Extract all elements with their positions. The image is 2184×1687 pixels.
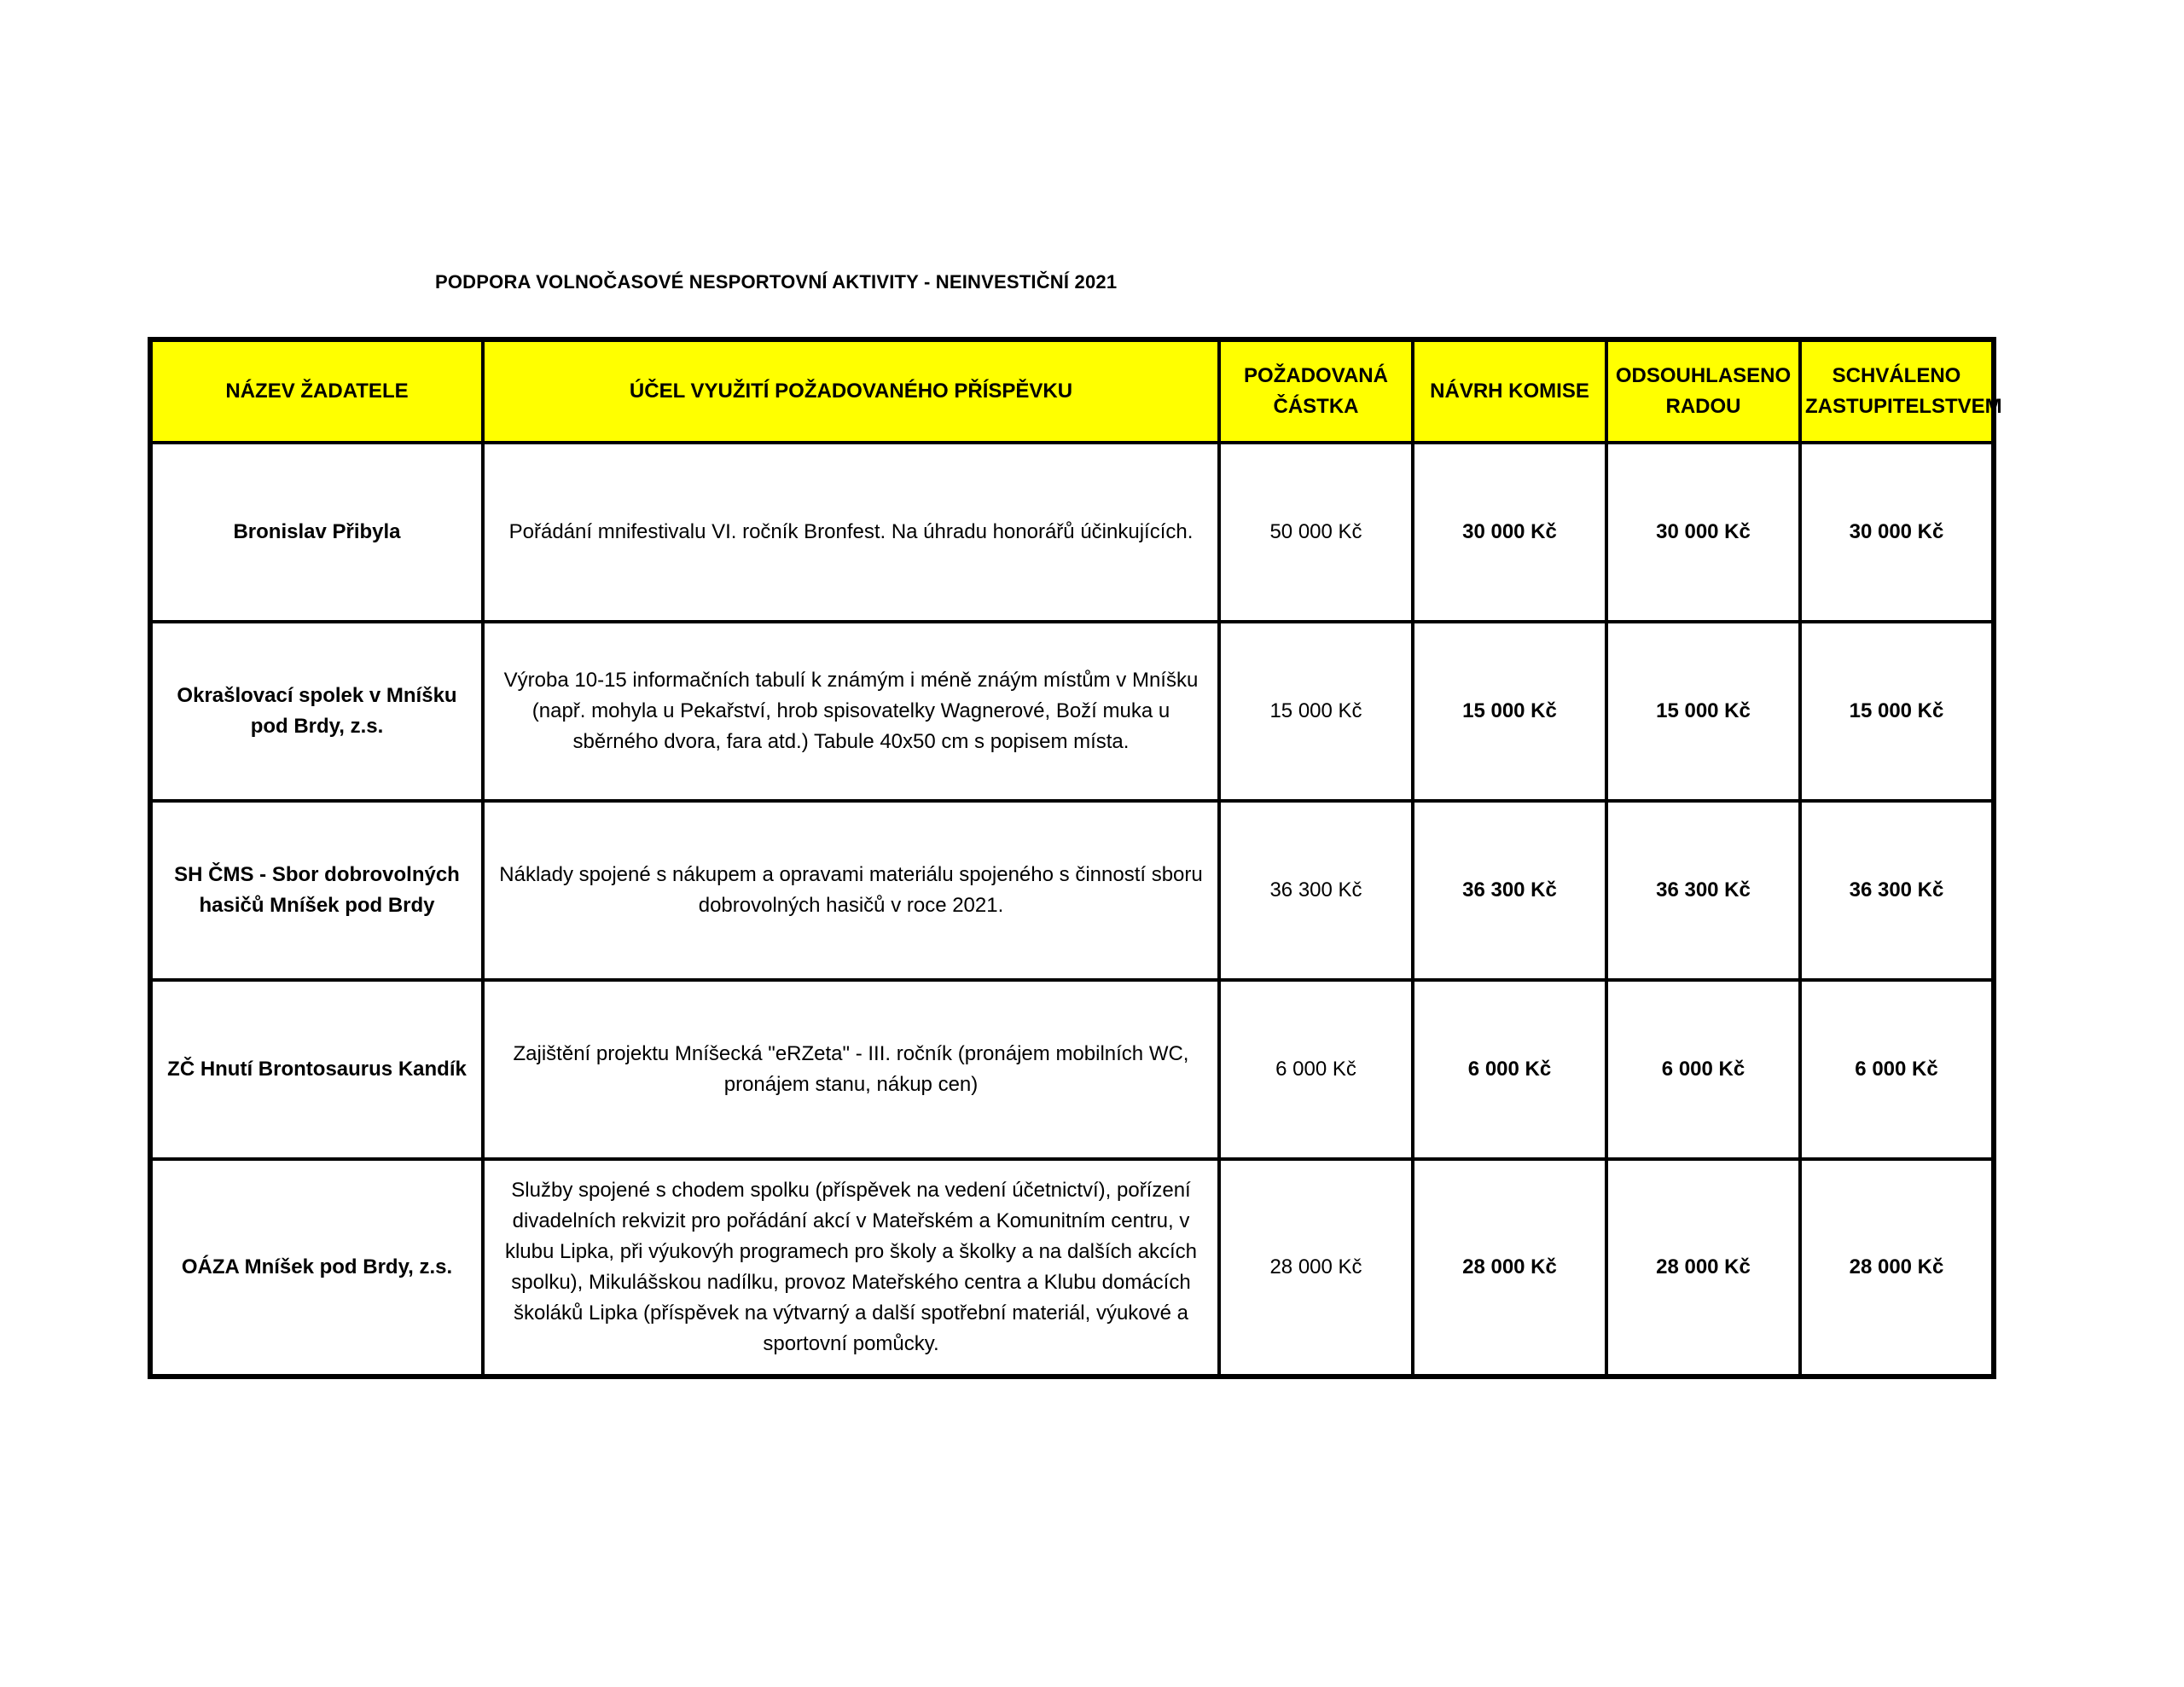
column-header-purpose: ÚČEL VYUŽITÍ POŽADOVANÉHO PŘÍSPĚVKU bbox=[483, 339, 1219, 443]
column-header-council-line1: ODSOUHLASENO bbox=[1615, 364, 1792, 387]
column-header-council bbox=[1606, 339, 1800, 443]
table-row bbox=[150, 980, 1994, 1159]
table-row bbox=[150, 443, 1994, 622]
cell-requested: 6 000 Kč bbox=[1219, 980, 1413, 1159]
table-row bbox=[150, 1159, 1994, 1377]
cell-requested: 36 300 Kč bbox=[1219, 801, 1413, 980]
cell-committee: 36 300 Kč bbox=[1413, 801, 1606, 980]
cell-applicant: OÁZA Mníšek pod Brdy, z.s. bbox=[150, 1159, 483, 1377]
cell-applicant: SH ČMS - Sbor dobrovolných hasičů Mníšek pod Brdy bbox=[150, 801, 483, 980]
cell-applicant: Okrašlovací spolek v Mníšku pod Brdy, z.s. bbox=[150, 622, 483, 801]
cell-council: 28 000 Kč bbox=[1606, 1159, 1800, 1377]
cell-applicant: Bronislav Přibyla bbox=[150, 443, 483, 622]
cell-council: 36 300 Kč bbox=[1606, 801, 1800, 980]
grant-table bbox=[148, 337, 2002, 1379]
column-header-assembly bbox=[1800, 339, 2002, 443]
cell-council: 30 000 Kč bbox=[1606, 443, 1800, 622]
column-header-requested-line2: ČÁSTKA bbox=[1273, 395, 1359, 418]
column-header-assembly-line2: ZASTUPITELSTVEM bbox=[1805, 395, 2002, 418]
cell-purpose: Pořádání mnifestivalu VI. ročník Bronfest. Na úhradu honorářů účinkujících. bbox=[483, 443, 1219, 622]
cell-assembly: 28 000 Kč bbox=[1800, 1159, 1994, 1377]
cell-requested: 28 000 Kč bbox=[1219, 1159, 1413, 1377]
table-row bbox=[150, 801, 1994, 980]
cell-assembly: 6 000 Kč bbox=[1800, 980, 1994, 1159]
column-header-committee: NÁVRH KOMISE bbox=[1413, 339, 1606, 443]
cell-assembly: 15 000 Kč bbox=[1800, 622, 1994, 801]
cell-committee: 28 000 Kč bbox=[1413, 1159, 1606, 1377]
column-header-requested bbox=[1219, 339, 1413, 443]
cell-council: 15 000 Kč bbox=[1606, 622, 1800, 801]
cell-requested: 50 000 Kč bbox=[1219, 443, 1413, 622]
cell-assembly: 30 000 Kč bbox=[1800, 443, 1994, 622]
cell-assembly: 36 300 Kč bbox=[1800, 801, 1994, 980]
cell-purpose: Služby spojené s chodem spolku (příspěvek na vedení účetnictví), pořízení divadelních rekvizit pro pořádání akcí v Mateřském a Komunitním centru, v klubu Lipka, při výukovýh programech pro školy a školky a na dalších akcích spolku), Mikulášskou nadílku, provoz Mateřského centra a Klubu domácích školáků Lipka (příspěvek na výtvarný a další spotřební materiál, výukové a sportovní pomůcky. bbox=[483, 1159, 1219, 1377]
cell-purpose: Náklady spojené s nákupem a opravami materiálu spojeného s činností sboru dobrovolných hasičů v roce 2021. bbox=[483, 801, 1219, 980]
cell-council: 6 000 Kč bbox=[1606, 980, 1800, 1159]
cell-applicant: ZČ Hnutí Brontosaurus Kandík bbox=[150, 980, 483, 1159]
cell-committee: 30 000 Kč bbox=[1413, 443, 1606, 622]
cell-committee: 6 000 Kč bbox=[1413, 980, 1606, 1159]
column-header-assembly-line1: SCHVÁLENO bbox=[1832, 364, 1961, 387]
document-title: PODPORA VOLNOČASOVÉ NESPORTOVNÍ AKTIVITY - NEINVESTIČNÍ 2021 bbox=[435, 271, 1118, 293]
table-header-row bbox=[150, 339, 1994, 443]
cell-committee: 15 000 Kč bbox=[1413, 622, 1606, 801]
cell-purpose: Výroba 10-15 informačních tabulí k známým i méně znáým místům v Mníšku (např. mohyla u Pekařství, hrob spisovatelky Wagnerové, Boží muka u sběrného dvora, fara atd.) Tabule 40x50 cm s popisem místa. bbox=[483, 622, 1219, 801]
cell-requested: 15 000 Kč bbox=[1219, 622, 1413, 801]
column-header-requested-line1: POŽADOVANÁ bbox=[1244, 364, 1388, 387]
table-row bbox=[150, 622, 1994, 801]
cell-purpose: Zajištění projektu Mníšecká "eRZeta" - III. ročník (pronájem mobilních WC, pronájem stanu, nákup cen) bbox=[483, 980, 1219, 1159]
column-header-council-line2: RADOU bbox=[1665, 395, 1741, 418]
column-header-applicant: NÁZEV ŽADATELE bbox=[150, 339, 483, 443]
